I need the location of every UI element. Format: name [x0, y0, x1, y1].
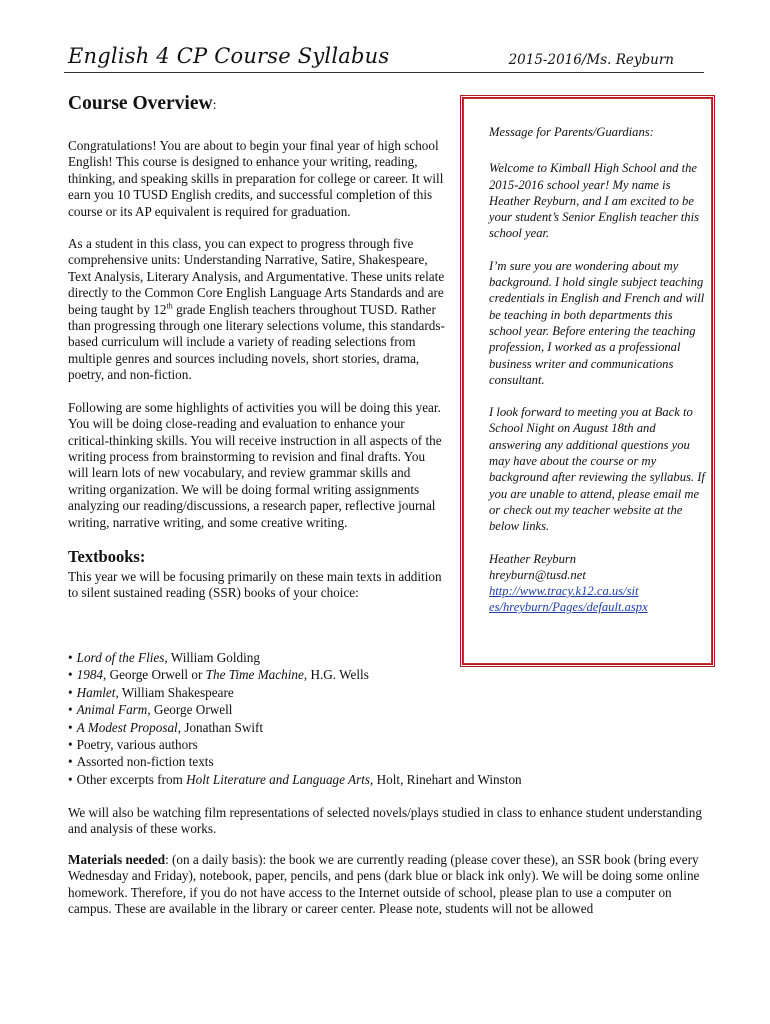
- teacher-email[interactable]: hreyburn@tusd.net: [489, 567, 586, 582]
- message-title: Message for Parents/Guardians:: [489, 125, 654, 139]
- list-item: • Animal Farm, George Orwell: [68, 702, 233, 718]
- overview-paragraph-3: Following are some highlights of activities you will be doing this year. You will be doing close-reading and evaluation to enhance your critical-thinking skills. You will receive instruction in all aspects of the writing process from brainstorming to revision and final drafts. You will learn lots of new vocabulary, and review grammar skills and writing organization. We will be doing formal writing assignments analyzing our reading/discussions, a research paper, reflective journal writing, narrative writing, and some creative writing.: [68, 399, 442, 530]
- message-paragraph-1: Welcome to Kimball High School and the 2015-2016 school year! My name is Heather Reyburn, and I am excited to be your student’s Senior English teacher this school year.: [489, 161, 699, 241]
- textbooks-intro: This year we will be focusing primarily on these main texts in addition to silent sustained reading (SSR) books of your choice:: [68, 568, 442, 601]
- teacher-name: Heather Reyburn: [489, 551, 577, 566]
- message-paragraph-3: I look forward to meeting you at Back to School Night on August 18th and answering any additional questions you may have about the course or my background after reviewing the syllabus. If you are unable to attend, please email me or check out my teacher website at the below links.: [489, 405, 705, 534]
- list-item: • Lord of the Flies, William Golding: [68, 650, 260, 665]
- teacher-contact: [489, 551, 707, 616]
- textbook-list-section: [68, 650, 708, 789]
- left-column: [68, 92, 448, 602]
- overview-paragraph-2: As a student in this class, you can expect to progress through five comprehensive units: Understanding Narrative, Satire, Shakespeare, Text Analysis, Literary Analysis, and Argumentative. These units relate directly to the Common Core English Language Arts Standards and are being taught by 12th grade English teachers throughout TUSD. Rather than progressing through one literary selections volume, this standards-based curriculum will include a variety of reading selections from multiple genres and sources including novels, short stories, drama, poetry, and non-fiction.: [68, 236, 445, 383]
- materials-paragraph: Materials needed: (on a daily basis): the book we are currently reading (please cover these), an SSR book (bring every Wednesday and Friday), notebook, paper, pencils, and pens (dark blue or black ink only). We will be doing some online homework. Therefore, if you do not have access to the Internet outside of school, please plan to use a computer on campus. These are available in the library or career center. Please note, students will not be allowed: [68, 851, 700, 917]
- list-item: • 1984, George Orwell or The Time Machine, H.G. Wells: [68, 667, 369, 683]
- header-divider: [64, 72, 704, 73]
- closing-section: [68, 805, 708, 931]
- teacher-website-link[interactable]: http://www.tracy.k12.ca.us/sit es/hreyburn/Pages/default.aspx: [489, 584, 648, 615]
- document-title: English 4 CP Course Syllabus: [68, 44, 390, 68]
- overview-paragraph-1: Congratulations! You are about to begin your final year of high school English! This course is designed to enhance your writing, reading, thinking, and speaking skills in preparation for college or career. It will earn you 10 TUSD English credits, and successful completion of this course or its AP equivalent is required for graduation.: [68, 138, 444, 219]
- list-item: • Other excerpts from Holt Literature and Language Arts, Holt, Rinehart and Winston: [68, 771, 522, 787]
- list-item: • Poetry, various authors: [68, 737, 198, 753]
- textbook-list: [68, 650, 708, 788]
- parent-message-box: [460, 95, 715, 667]
- term-and-teacher: 2015-2016/Ms. Reyburn: [508, 52, 674, 68]
- list-item: • A Modest Proposal, Jonathan Swift: [68, 719, 264, 735]
- list-item: • Hamlet, William Shakespeare: [68, 684, 234, 700]
- film-note: We will also be watching film representations of selected novels/plays studied in class to enhance student understanding and analysis of these works.: [68, 805, 702, 837]
- course-overview-heading: Course Overview:: [68, 93, 217, 114]
- message-paragraph-2: I’m sure you are wondering about my background. I hold single subject teaching credentials in English and French and will be teaching in both departments this school year. Before entering the teaching profession, I worked as a professional business writer and communications consultant.: [489, 258, 705, 387]
- textbooks-heading: Textbooks:: [68, 546, 146, 566]
- list-item: • Assorted non-fiction texts: [68, 754, 214, 770]
